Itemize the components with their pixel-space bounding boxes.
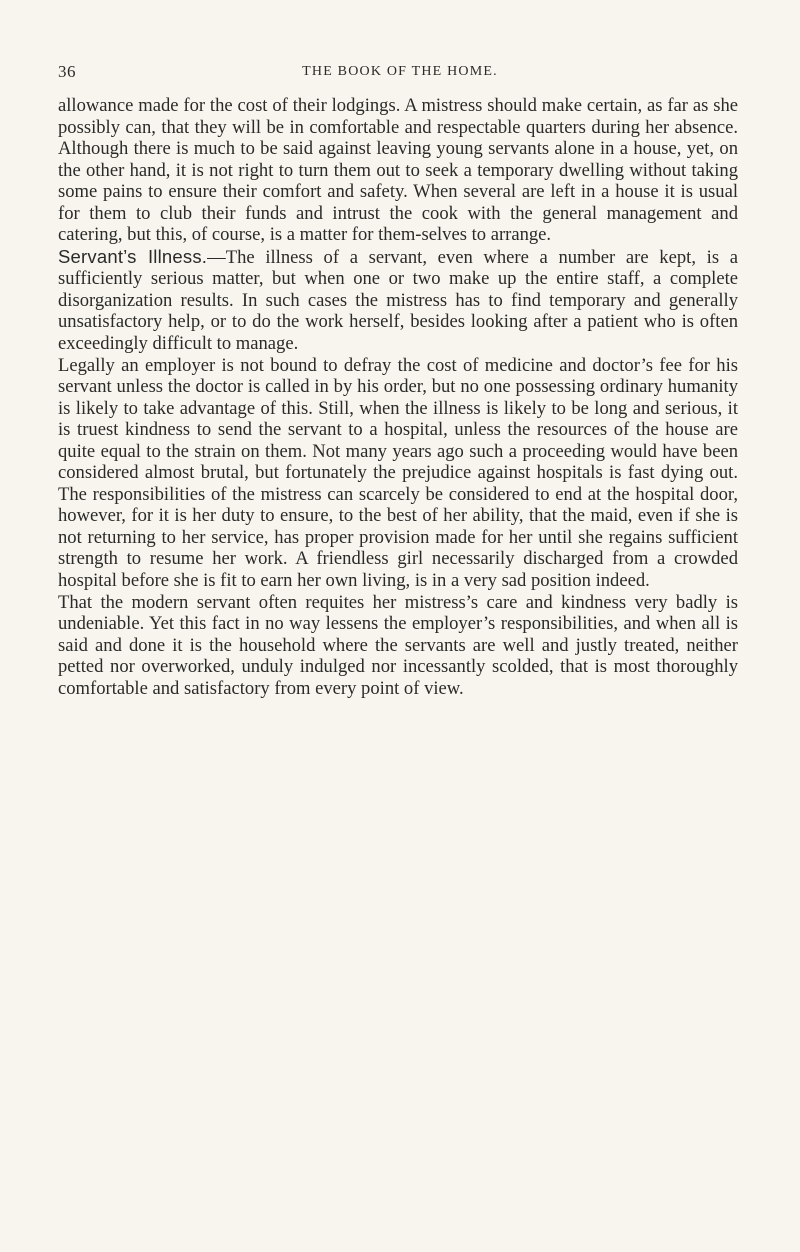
running-head: THE BOOK OF THE HOME. xyxy=(302,64,498,79)
paragraph-3: Legally an employer is not bound to defray the cost of medicine and doctor’s fee for his servant unless the doctor is called in by his order, but no one possessing ordinary humanity is likely to take advantage of this. Still, when the illness is likely to be long and serious, it is truest kindness to send the servant to a hospital, unless the resources of the house are quite equal to the strain on them. Not many years ago such a proceeding would have been considered almost brutal, but fortunately the prejudice against hospitals is fast dying out. The responsibilities of the mistress can scarcely be considered to end at the hospital door, however, for it is her duty to ensure, to the best of her ability, that the maid, even if she is not returning to her service, has proper provision made for her until she regains sufficient strength to resume her work. A friendless girl necessarily discharged from a crowded hospital before she is fit to earn her own living, is in a very sad position indeed. xyxy=(58,354,738,592)
paragraph-2 xyxy=(58,246,738,355)
paragraph-2-text: —The illness of a servant, even where a number are kept, is a sufficiently serious matter, but when one or two make up the entire staff, a complete disorganization results. In such cases the mistress has to find temporary and generally unsatisfactory help, or to do the work herself, besides looking after a patient who is often exceedingly difficult to manage. xyxy=(58,246,738,355)
section-heading: Servant’s Illness. xyxy=(58,245,208,267)
paragraph-4: That the modern servant often requites her mistress’s care and kindness very badly is undeniable. Yet this fact in no way lessens the employer’s responsibilities, and when all is said and done it is the household where the servants are well and justly treated, neither petted nor overworked, unduly indulged nor incessantly scolded, that is most thoroughly comfortable and satisfactory from every point of view. xyxy=(58,591,738,699)
body-text xyxy=(58,95,738,699)
paragraph-1: allowance made for the cost of their lodgings. A mistress should make certain, as far as she possibly can, that they will be in comfortable and respectable quarters during her absence. Although there is much to be said against leaving young servants alone in a house, yet, on the other hand, it is not right to turn them out to seek a temporary dwelling without taking some pains to ensure their comfort and safety. When several are left in a house it is usual for them to club their funds and intrust the cook with the general management and catering, but this, of course, is a matter for them-selves to arrange. xyxy=(58,95,738,246)
page-number: 36 xyxy=(58,62,76,81)
